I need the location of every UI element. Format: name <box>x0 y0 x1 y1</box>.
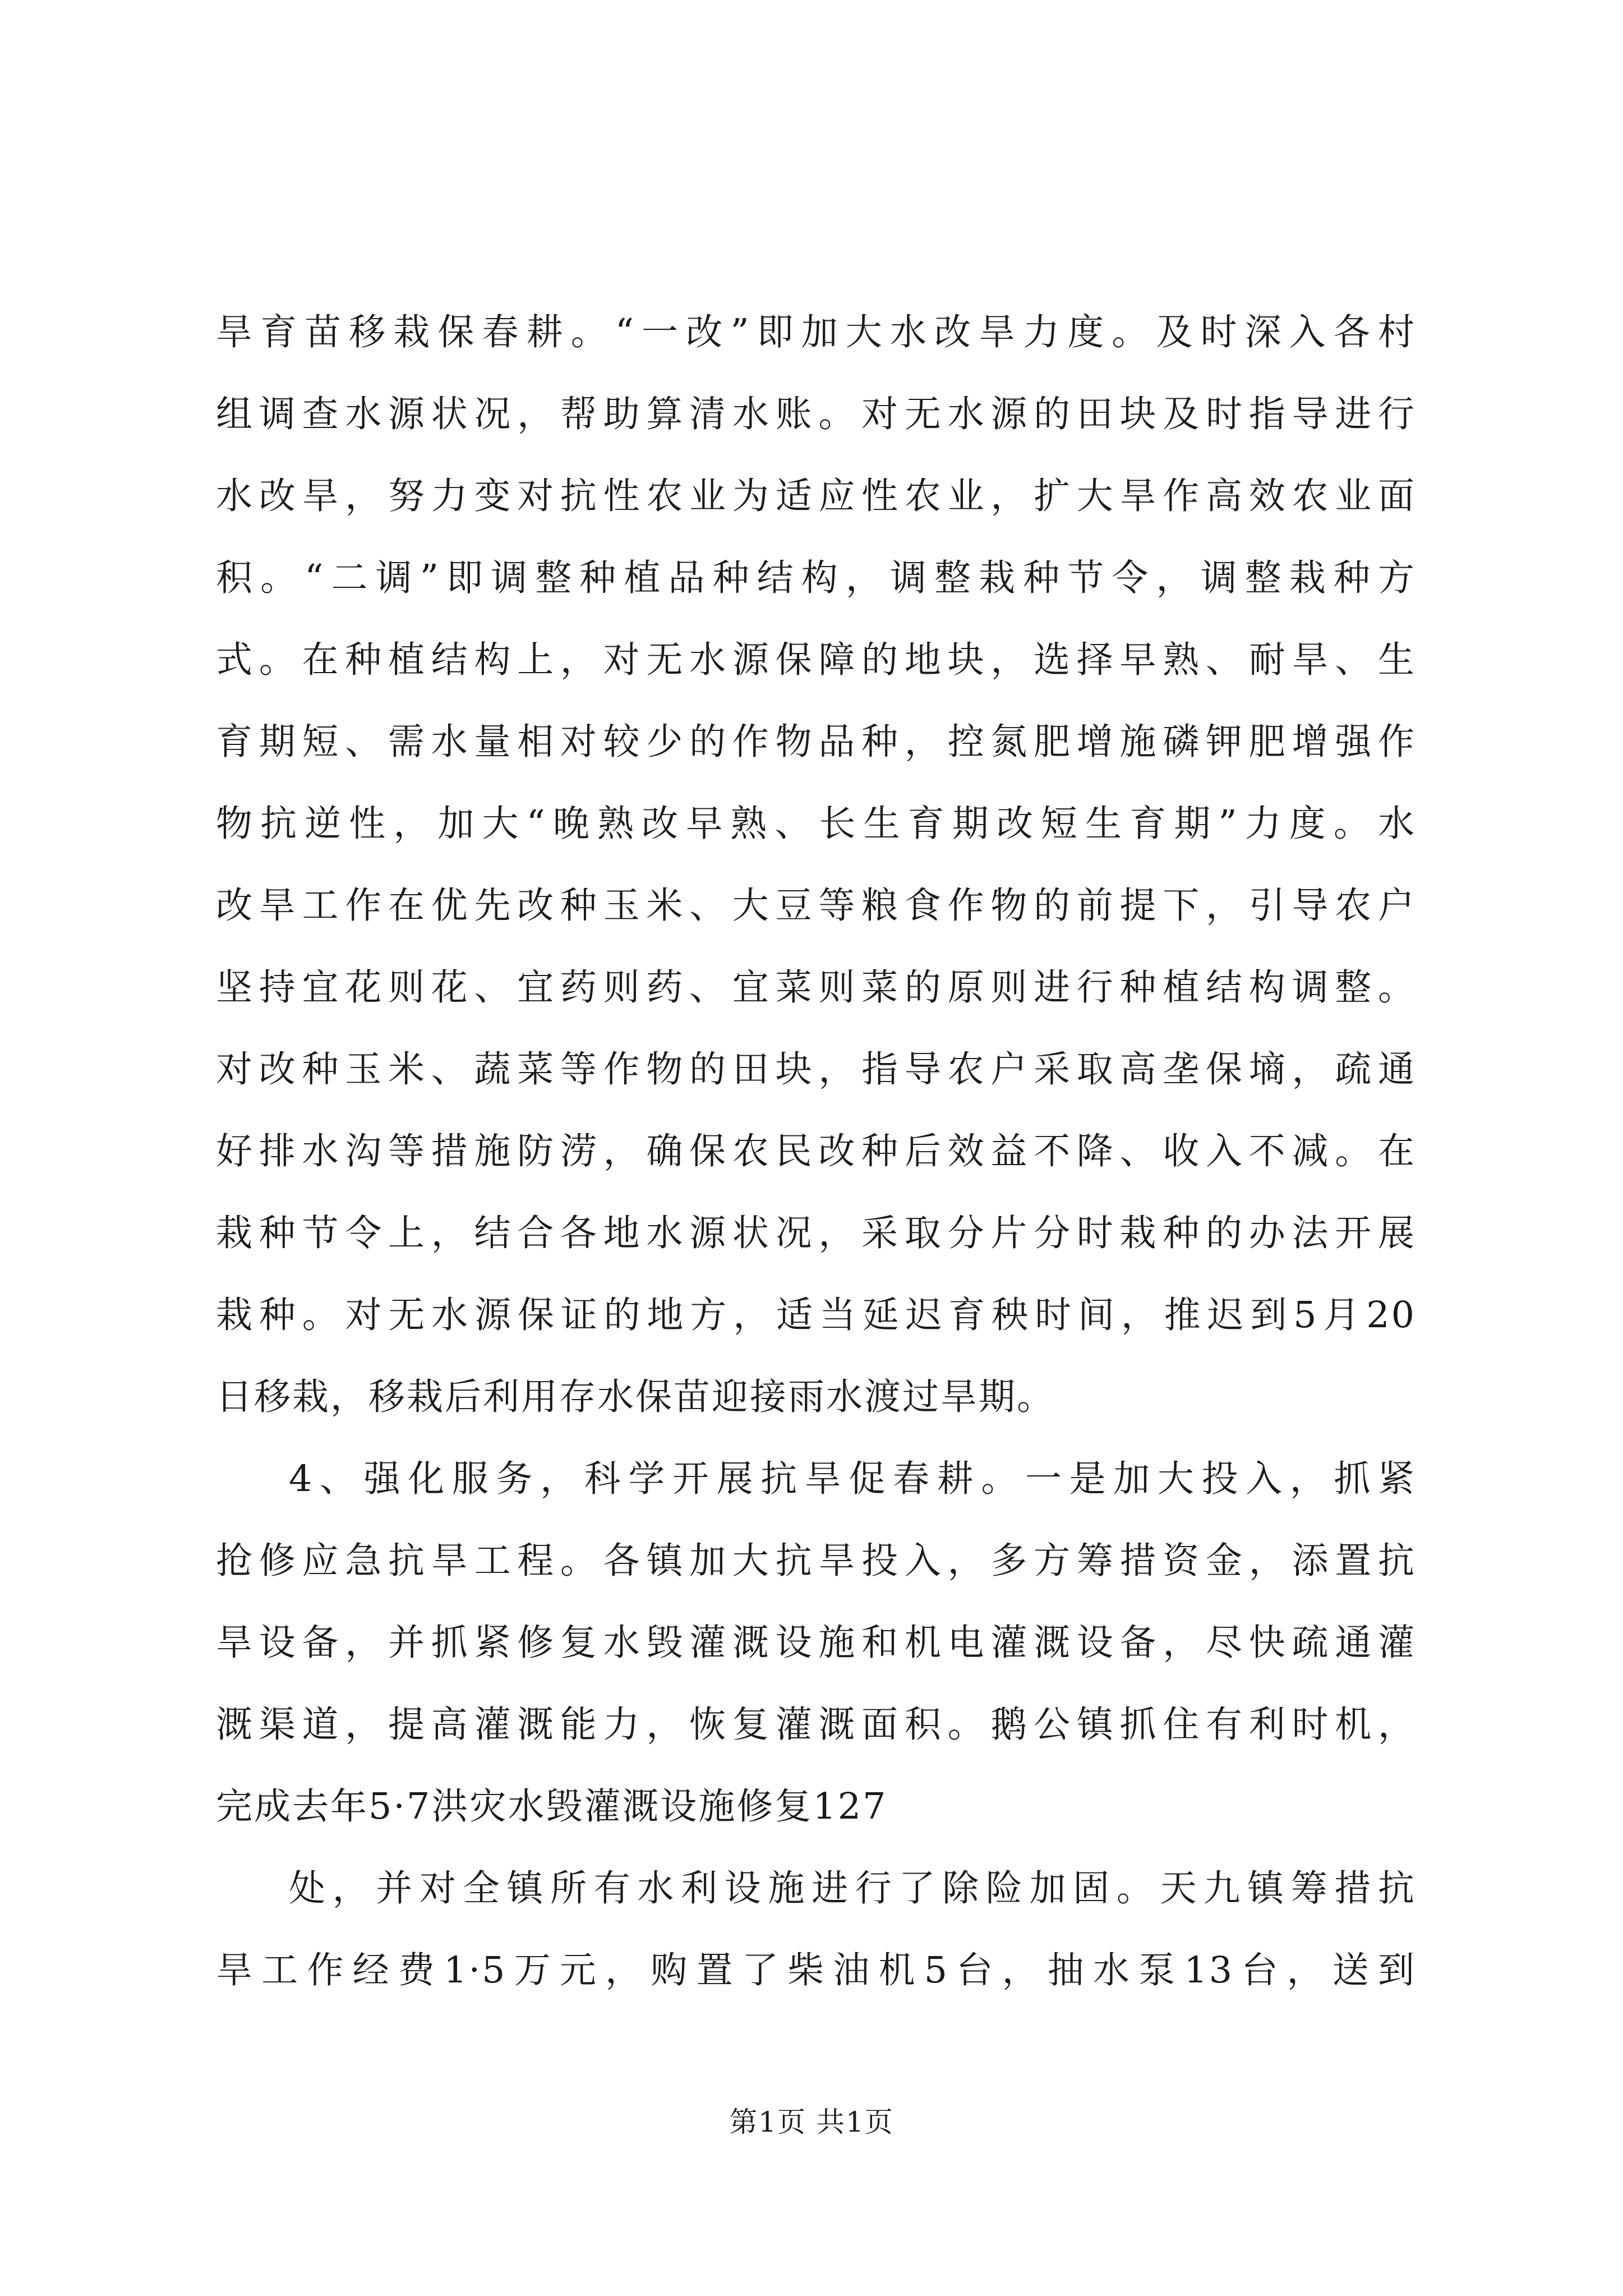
text-line: 栽种。对无水源保证的地方，适当延迟育秧时间，推迟到5月20 <box>216 1294 1416 1336</box>
text-line: 抢修应急抗旱工程。各镇加大抗旱投入，多方筹措资金，添置抗 <box>216 1540 1416 1582</box>
text-line: 栽种节令上，结合各地水源状况，采取分片分时栽种的办法开展 <box>216 1212 1416 1254</box>
text-line: 旱育苗移栽保春耕。“一改”即加大水改旱力度。及时深入各村 <box>216 311 1416 353</box>
text-line: 式。在种植结构上，对无水源保障的地块，选择早熟、耐旱、生 <box>216 639 1416 681</box>
page-footer: 第1页 共1页 <box>729 2106 894 2138</box>
text-line: 旱设备，并抓紧修复水毁灌溉设施和机电灌溉设备，尽快疏通灌 <box>216 1622 1416 1664</box>
text-line: 对改种玉米、蔬菜等作物的田块，指导农户采取高垄保墒，疏通 <box>216 1048 1416 1091</box>
text-line: 好排水沟等措施防涝，确保农民改种后效益不降、收入不减。在 <box>216 1130 1416 1172</box>
text-line: 4、强化服务，科学开展抗旱促春耕。一是加大投入，抓紧 <box>289 1458 1416 1500</box>
document-body <box>216 292 1416 2012</box>
text-line: 水改旱，努力变对抗性农业为适应性农业，扩大旱作高效农业面 <box>216 475 1416 517</box>
text-line: 完成去年5·7洪灾水毁灌溉设施修复127 <box>216 1786 888 1828</box>
text-line: 改旱工作在优先改种玉米、大豆等粮食作物的前提下，引导农户 <box>216 885 1416 927</box>
text-line: 处，并对全镇所有水利设施进行了除险加固。天九镇筹措抗 <box>289 1867 1416 1910</box>
text-line: 旱工作经费1·5万元，购置了柴油机5台，抽水泵13台，送到 <box>216 1949 1416 1991</box>
text-line: 溉渠道，提高灌溉能力，恢复灌溉面积。鹅公镇抓住有利时机， <box>216 1704 1416 1746</box>
text-line: 积。“二调”即调整种植品种结构，调整栽种节令，调整栽种方 <box>216 557 1416 599</box>
text-line: 日移栽，移栽后利用存水保苗迎接雨水渡过旱期。 <box>216 1376 1055 1418</box>
text-line: 组调查水源状况，帮助算清水账。对无水源的田块及时指导进行 <box>216 393 1416 435</box>
text-line: 育期短、需水量相对较少的作物品种，控氮肥增施磷钾肥增强作 <box>216 721 1416 763</box>
text-line: 坚持宜花则花、宜药则药、宜菜则菜的原则进行种植结构调整。 <box>216 967 1416 1009</box>
text-line: 物抗逆性，加大“晚熟改早熟、长生育期改短生育期”力度。水 <box>216 803 1416 845</box>
